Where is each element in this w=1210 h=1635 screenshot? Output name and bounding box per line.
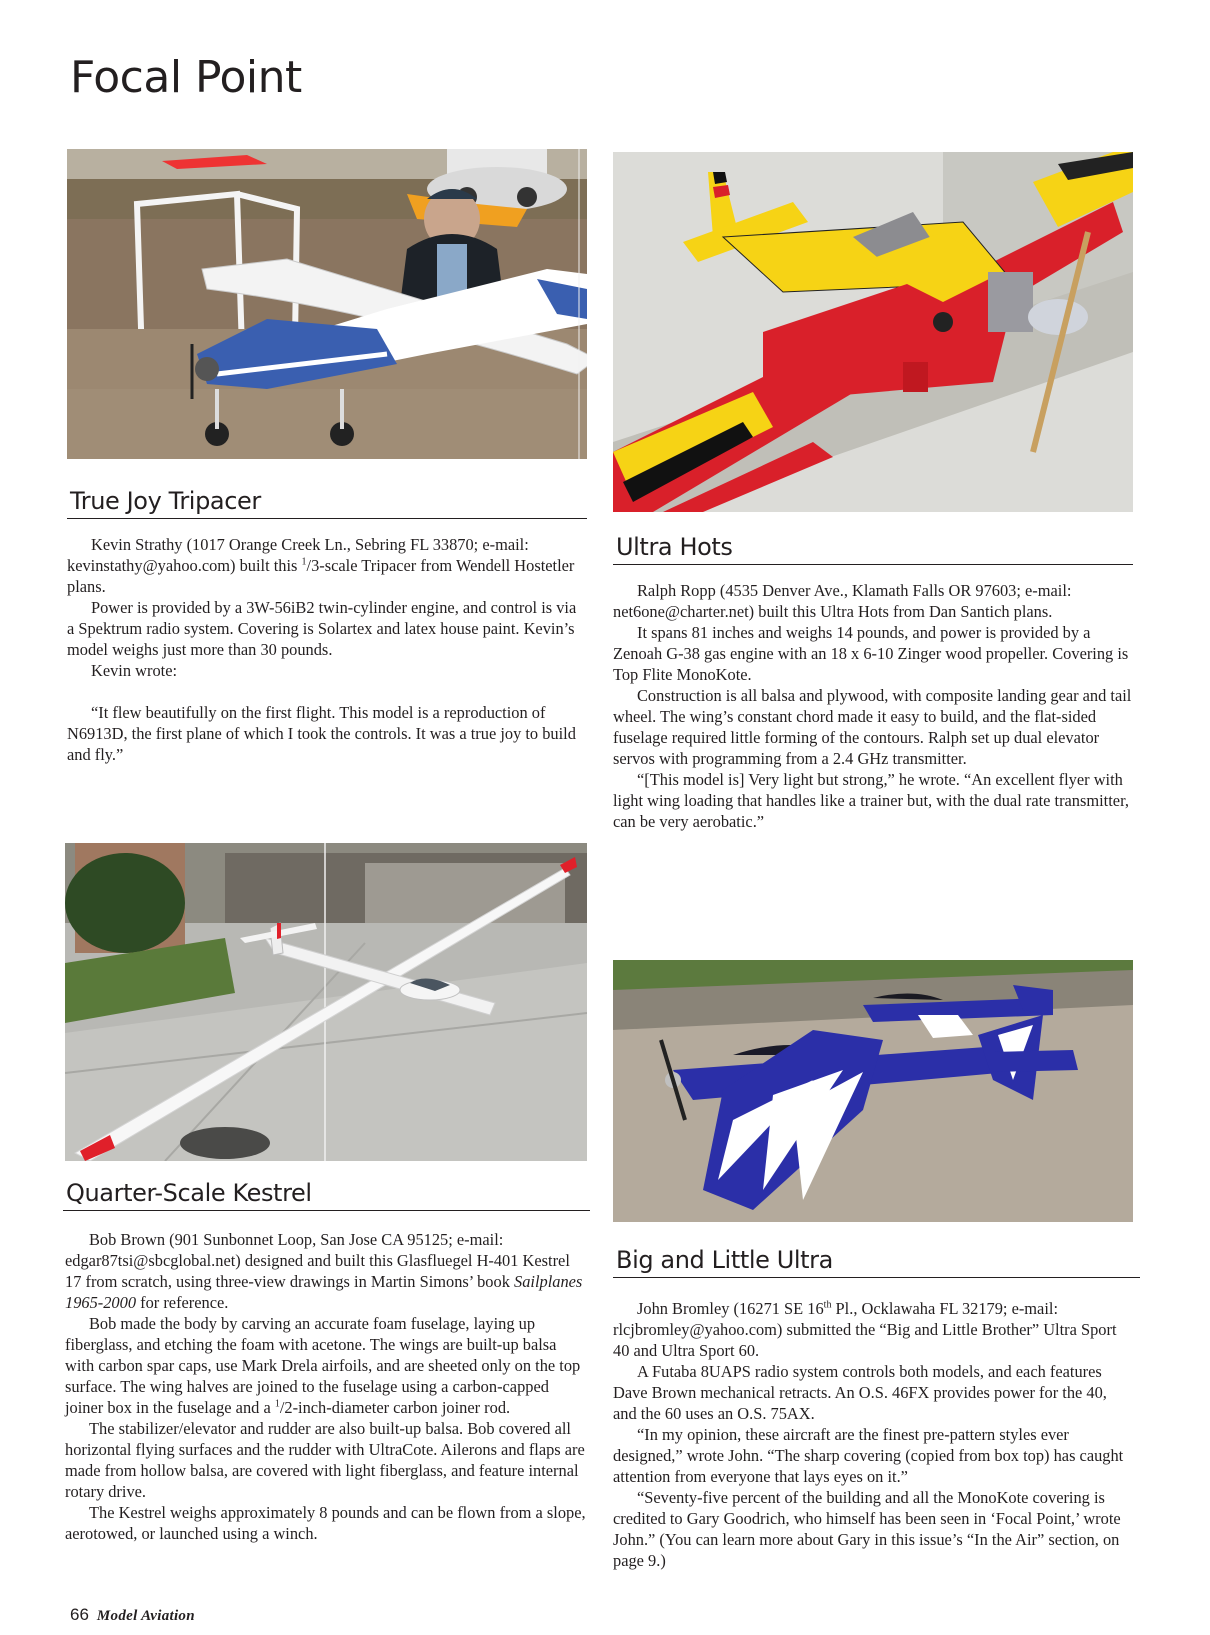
ultra-hots-paragraph: It spans 81 inches and weighs 14 pounds, and power is provided by a Zenoah G-38 gas engine with an 18 x 6-10 Zinger wood propeller. Covering is Top Flite MonoKote. (613, 623, 1129, 684)
page-folio (70, 1605, 195, 1625)
heading-big-little-ultra: Big and Little Ultra (613, 1245, 1140, 1278)
article-ultra-hots (613, 580, 1135, 832)
ultra-hots-paragraph: Ralph Ropp (4535 Denver Ave., Klamath Falls OR 97603; e-mail: net6one@charter.net) built this Ultra Hots from Dan Santich plans. (613, 581, 1072, 621)
tripacer-quote: “It flew beautifully on the first flight. This model is a reproduction of N6913D, the first plane of which I took the controls. It was a true joy to build and fly.” (67, 703, 576, 764)
big-little-paragraph: “In my opinion, these aircraft are the finest pre-pattern styles ever designed,” wrote John. “The sharp covering (copied from box top) has caught attention from everyone that lays eyes on it.” (613, 1425, 1124, 1486)
heading-kestrel: Quarter-Scale Kestrel (63, 1178, 590, 1211)
magazine-name: Model Aviation (96, 1608, 195, 1624)
kestrel-paragraph: The Kestrel weighs approximately 8 pounds and can be flown from a slope, aerotowed, or launched using a winch. (65, 1503, 586, 1543)
photo-tripacer (67, 149, 587, 459)
article-kestrel (65, 1229, 587, 1544)
photo-big-little-ultra (613, 960, 1133, 1222)
ultra-hots-illustration (613, 152, 1133, 512)
kestrel-p2-text: Bob made the body by carving an accurate foam fuselage, laying up fiberglass, and etching the foam with acetone. The wings are built-up balsa with carbon spar caps, use Mark Drela airfoils, and are sheeted only on the top surface. The wing halves are joined to the fuselage using a carbon-capped joiner box in the fuselage and a (65, 1314, 581, 1417)
big-little-paragraph: “Seventy-five percent of the building and all the MonoKote covering is credited to Gary Goodrich, who himself has been seen in ‘Focal Point,’ wrote John.” (You can learn more about Gary in this issue’s “In the Air” section, on page 9.) (613, 1488, 1121, 1570)
kestrel-p2-tail: /2-inch-diameter carbon joiner rod. (279, 1398, 511, 1417)
article-tripacer (67, 534, 587, 765)
ultra-sport-illustration (613, 960, 1133, 1222)
big-little-paragraph: A Futaba 8UAPS radio system controls both models, and each features Dave Brown mechanical retracts. An O.S. 46FX provides power for the 40, and the 60 uses an O.S. 75AX. (613, 1362, 1107, 1423)
ultra-hots-paragraph: Construction is all balsa and plywood, with composite landing gear and tail wheel. The wing’s constant chord made it easy to build, and the flat-sided fuselage required little forming of the contours. Ralph set up dual elevator servos with programming from a 2.4 GHz transmitter. (613, 686, 1132, 768)
kestrel-p2-sup: 1 (274, 1398, 280, 1410)
kestrel-paragraph (65, 1229, 587, 1313)
tripacer-paragraph: Power is provided by a 3W-56iB2 twin-cylinder engine, and control is via a Spektrum radio system. Covering is Solartex and latex house paint. Kevin’s model weighs just more than 30 pounds. (67, 598, 577, 659)
ultra-hots-paragraph: “[This model is] Very light but strong,” he wrote. “An excellent flyer with light wing loading that handles like a trainer but, with the dual rate transmitter, can be very aerobatic.” (613, 770, 1129, 831)
heading-ultra-hots: Ultra Hots (613, 532, 1133, 565)
tripacer-p1-sup: 1 (301, 556, 307, 568)
photo-kestrel (65, 843, 587, 1161)
big-little-paragraph (613, 1298, 1133, 1361)
tripacer-paragraph (67, 534, 587, 597)
tripacer-p1-tail: /3-scale Tripacer from Wendell Hostetler plans. (67, 556, 575, 596)
photo-ultra-hots (613, 152, 1133, 512)
big-little-p1-text: John Bromley (16271 SE 16 (637, 1299, 824, 1318)
kestrel-paragraph: The stabilizer/elevator and rudder are also built-up balsa. Bob covered all horizontal flying surfaces and the rudder with UltraCote. Ailerons and flaps are made from hollow balsa, are covered with light fiberglass, and feature internal rotary drive. (65, 1419, 585, 1501)
page-title: Focal Point (70, 52, 302, 103)
big-little-p1-tail: Pl., Ocklawaha FL 32179; e-mail: rlcjbromley@yahoo.com) submitted the “Big and Little Brother” Ultra Sport 40 and Ultra Sport 60. (613, 1299, 1117, 1360)
kestrel-p1-text: Bob Brown (901 Sunbonnet Loop, San Jose CA 95125; e-mail: edgar87tsi@sbcglobal.net) designed and built this Glasfluegel H-401 Kestrel 17 from scratch, using three-view drawings in Martin Simons’ book (65, 1230, 570, 1291)
heading-tripacer: True Joy Tripacer (67, 486, 587, 519)
kestrel-p1-tail: for reference. (136, 1293, 229, 1312)
tripacer-paragraph: Kevin wrote: (91, 661, 178, 680)
kestrel-paragraph (65, 1313, 587, 1418)
article-big-little-ultra (613, 1298, 1133, 1571)
big-little-p1-sup: th (823, 1299, 832, 1311)
tripacer-p1-text: Kevin Strathy (1017 Orange Creek Ln., Sebring FL 33870; e-mail: kevinstathy@yahoo.com) built this (67, 535, 529, 575)
tripacer-illustration (67, 149, 587, 459)
page-number: 66 (70, 1605, 89, 1624)
kestrel-illustration (65, 843, 587, 1161)
kestrel-book-title: Sailplanes 1965-2000 (65, 1272, 583, 1312)
